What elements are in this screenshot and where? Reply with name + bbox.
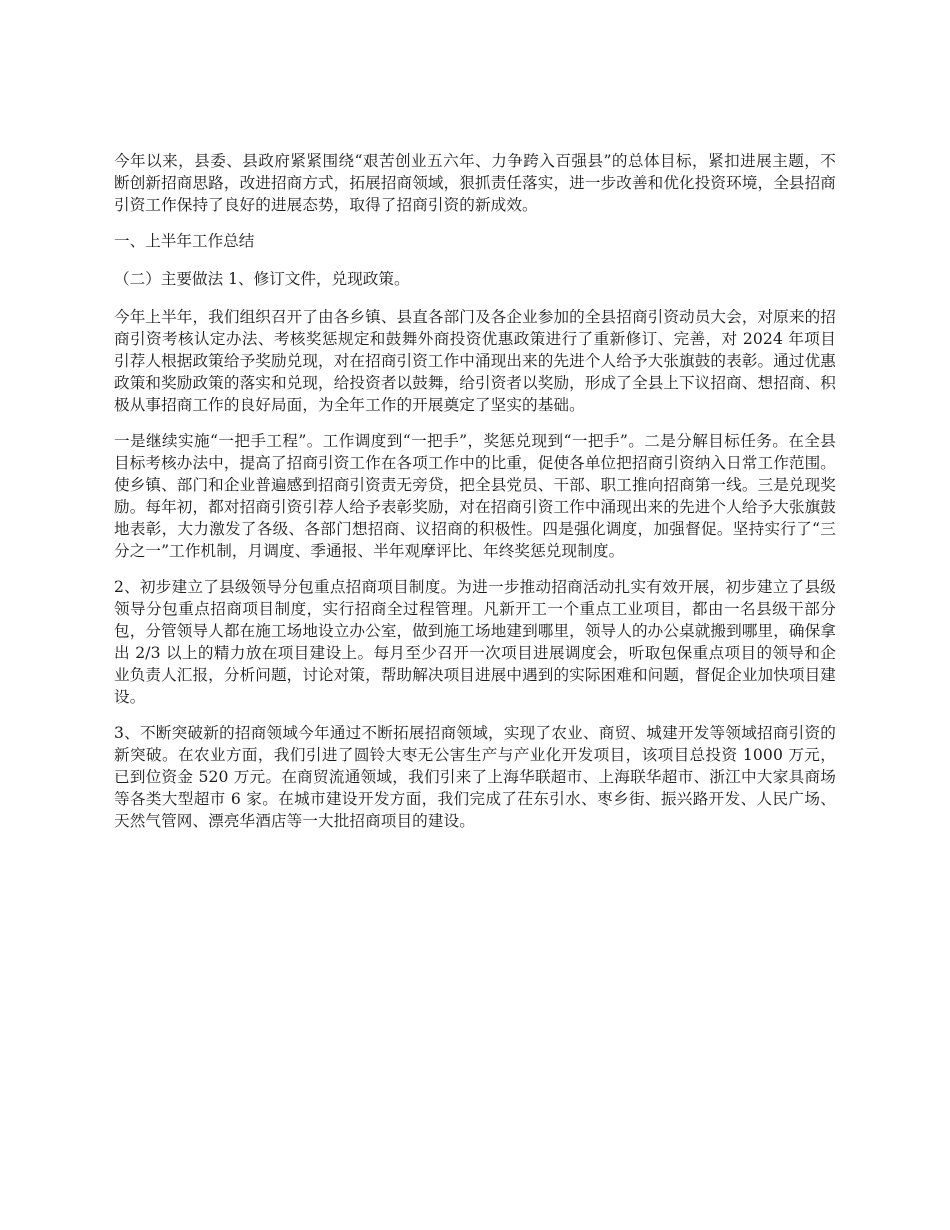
paragraph-policy: 今年上半年，我们组织召开了由各乡镇、县直各部门及各企业参加的全县招商引资动员大会，对原来的招商引资考核认定办法、考核奖惩规定和鼓舞外商投资优惠政策进行了重新修订、完善，对 2024 年项目引荐人根据政策给予奖励兑现，对在招商引资工作中涌现出来的先进个人给予大张旗鼓的表彰。通过优惠政策和奖励政策的落实和兑现，给投资者以鼓舞，给引资者以奖励，形成了全县上下议招商、想招商、积极从事招商工作的良好局面，为全年工作的开展奠定了坚实的基础。: [114, 308, 836, 414]
section-heading: 一、上半年工作总结: [114, 232, 255, 250]
document-body: [114, 150, 836, 846]
paragraph-leader-system: 2、初步建立了县级领导分包重点招商项目制度。为进一步推动招商活动扎实有效开展，初步建立了县级领导分包重点招商项目制度，实行招商全过程管理。凡新开工一个重点工业项目，都由一名县级干部分包，分管领导人都在施工场地设立办公室，做到施工场地建到哪里，领导人的办公桌就搬到哪里，确保拿出 2/3 以上的精力放在项目建设上。每月至少召开一次项目进展调度会，听取包保重点项目的领导和企业负责人汇报，分析问题，讨论对策，帮助解决项目进展中遇到的实际困难和问题，督促企业加快项目建设。: [114, 578, 836, 706]
intro-paragraph: 今年以来，县委、县政府紧紧围绕“艰苦创业五六年、力争跨入百强县”的总体目标，紧扣进展主题，不断创新招商思路，改进招商方式，拓展招商领域，狠抓责任落实，进一步改善和优化投资环境，全县招商引资工作保持了良好的进展态势，取得了招商引资的新成效。: [114, 152, 836, 214]
paragraph-measures: 一是继续实施“一把手工程”。工作调度到“一把手”，奖惩兑现到“一把手”。二是分解目标任务。在全县目标考核办法中，提高了招商引资工作在各项工作中的比重，促使各单位把招商引资纳入日常工作范围。使乡镇、部门和企业普遍感到招商引资责无旁贷，把全县党员、干部、职工推向招商第一线。三是兑现奖励。每年初，都对招商引资引荐人给予表彰奖励，对在招商引资工作中涌现出来的先进个人给予大张旗鼓地表彰，大力激发了各级、各部门想招商、议招商的积极性。四是强化调度，加强督促。坚持实行了“三分之一”工作机制，月调度、季通报、半年观摩评比、年终奖惩兑现制度。: [114, 432, 836, 560]
subsection-heading: （二）主要做法 1、修订文件，兑现政策。: [114, 270, 410, 288]
paragraph-new-fields: 3、不断突破新的招商领域今年通过不断拓展招商领域，实现了农业、商贸、城建开发等领域招商引资的新突破。在农业方面，我们引进了圆铃大枣无公害生产与产业化开发项目，该项目总投资 1000 万元，已到位资金 520 万元。在商贸流通领域，我们引来了上海华联超市、上海联华超市、浙江中大家具商场等各类大型超市 6 家。在城市建设开发方面，我们完成了茌东引水、枣乡街、振兴路开发、人民广场、天然气管网、漂亮华酒店等一大批招商项目的建设。: [114, 724, 836, 830]
